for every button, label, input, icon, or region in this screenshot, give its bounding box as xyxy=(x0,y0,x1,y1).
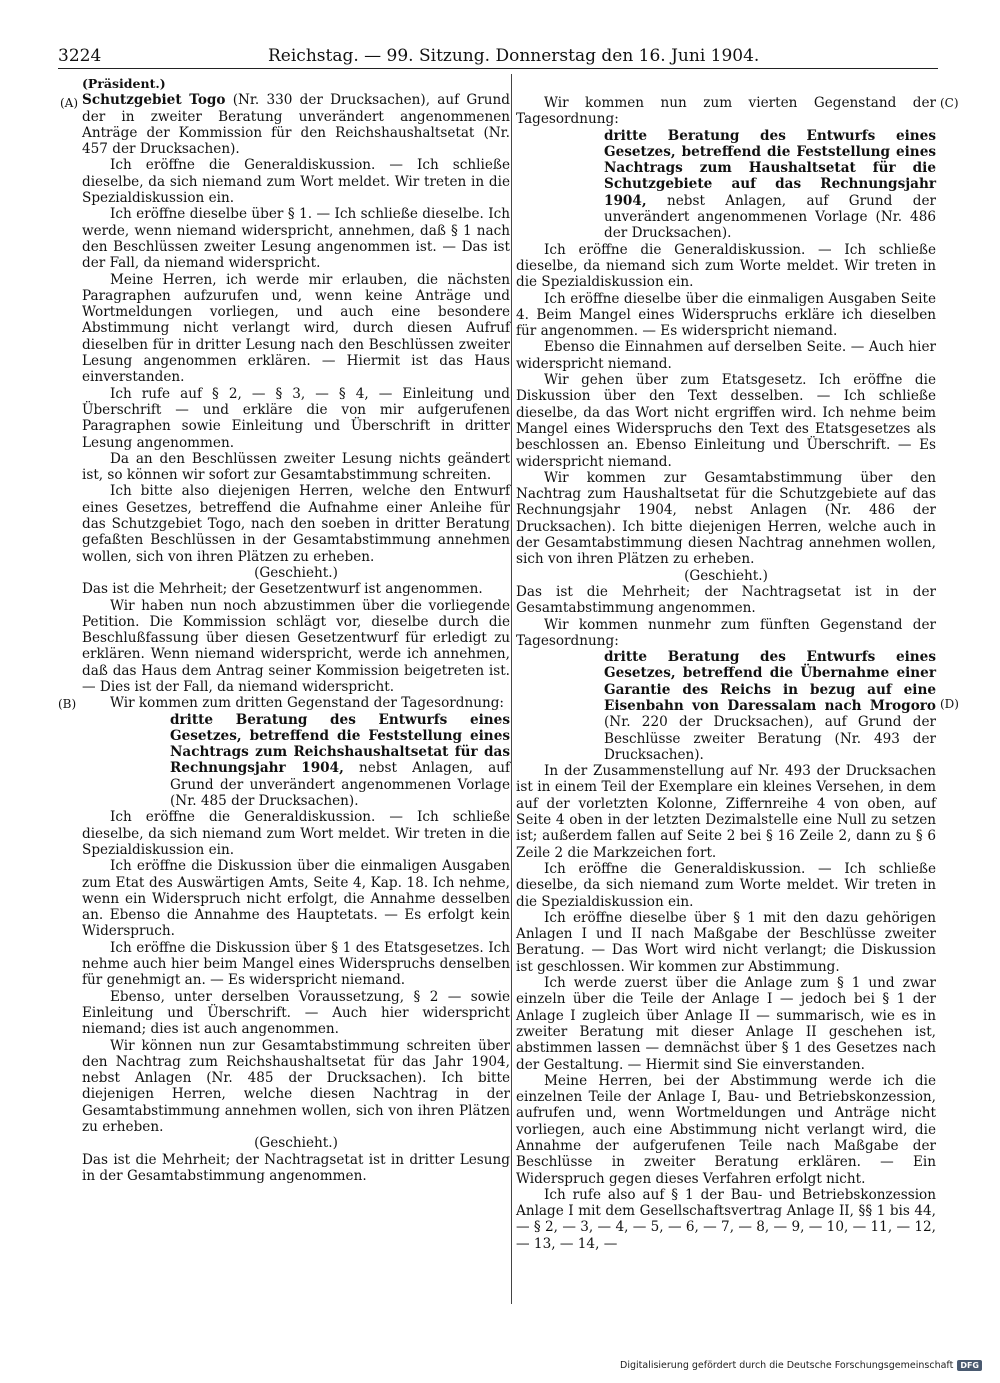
paragraph: Wir gehen über zum Etatsgesetz. Ich eröffne die Diskussion über den Text desselben. — Ich schließe dieselbe, da das Wort nicht ergriffen wird. Ich nehme beim Mangel eines Widerspruchs den Text des Etatsgesetzes als beschlossen an. Ebenso Einleitung und Überschrift. — Es widerspricht niemand. xyxy=(516,372,936,470)
paragraph: Meine Herren, ich werde mir erlauben, die nächsten Paragraphen aufzurufen und, wenn keine Anträge und Wortmeldungen vorliegen, und auch eine besondere Abstimmung nicht verlangt wird, durch diesen Aufruf dieselben für in dritter Lesung nach den Beschlüssen zweiter Lesung angenommen erklären. — Hiermit ist das Haus einverstanden. xyxy=(82,271,510,386)
paragraph: Wir haben nun noch abzustimmen über die vorliegende Petition. Die Kommission schlägt vor, dieselbe durch die Beschlußfassung über diesen Gesetzentwurf für erledigt zu erklären. Wenn niemand widerspricht, werde ich annehmen, daß das Haus dem Antrag seiner Kommission beigetreten ist. — Dies ist der Fall, da niemand widerspricht. xyxy=(82,597,510,695)
paragraph: Ich eröffne die Diskussion über § 1 des Etatsgesetzes. Ich nehme auch hier beim Mangel eines Widerspruchs denselben für genehmigt an. — Es widerspricht niemand. xyxy=(82,939,510,989)
paragraph: Ich bitte also diejenigen Herren, welche den Entwurf eines Gesetzes, betreffend die Aufnahme einer Anleihe für das Schutzgebiet Togo, nach den soeben in dritter Beratung gefaßten Beschlüssen in der Gesamtabstimmung annehmen wollen, sich von ihren Plätzen zu erheben. xyxy=(82,483,510,565)
paragraph: Wir können nun zur Gesamtabstimmung schreiten über den Nachtrag zum Reichshaushaltsetat für das Jahr 1904, nebst Anlagen (Nr. 485 der Drucksachen). Ich bitte diejenigen Herren, welche diesen Nachtrag in der Gesamtabstimmung annehmen wollen, sich von ihren Plätzen zu erheben. xyxy=(82,1037,510,1135)
column-divider xyxy=(511,74,512,1304)
paragraph-text: (Nr. 330 der Drucksachen), auf Grund der in zweiter Beratung unverändert angenommenen Anträge der Kommission für den Reichshaushaltsetat (Nr. 457 der Drucksachen). xyxy=(82,92,510,158)
paragraph: Ich rufe auf § 2, — § 3, — § 4, — Einleitung und Überschrift — und erkläre die von mir aufgerufenen Paragraphen sowie Einleitung und Überschrift in dritter Lesung angenommen. xyxy=(82,385,510,451)
paragraph-text: nebst Anlagen, auf Grund der unverändert angenommenen Vorlage (Nr. 486 der Drucksachen). xyxy=(604,192,936,242)
paragraph: In der Zusammenstellung auf Nr. 493 der Drucksachen ist in einem Teil der Exemplare ein kleines Versehen, in dem auf der vorletzten Kolonne, Ziffernreihe 4 von oben, auf Seite 4 oben in der letzten Dezimalstelle eine Null zu setzen ist; außerdem fallen auf Seite 2 bei § 16 Zeile 2, dann zu § 6 Zeile 2 die Markzeichen fort. xyxy=(516,763,936,861)
agenda-bold: dritte Beratung des Entwurfs eines Gesetzes, betreffend die Feststellung eines Nachtrags zum Haushaltsetat für die Schutzgebiete auf das Rechnungsjahr 1904, xyxy=(604,127,936,209)
right-column xyxy=(516,95,936,1252)
margin-label-c: (C) xyxy=(940,96,959,110)
paragraph: Ich eröffne die Generaldiskussion. — Ich schließe dieselbe, da sich niemand zum Wort meldet. Wir treten in die Spezialdiskussion ein. xyxy=(82,809,510,858)
paragraph: Das ist die Mehrheit; der Gesetzentwurf ist angenommen. xyxy=(82,581,483,598)
agenda-item xyxy=(604,128,936,242)
paragraph: Ich eröffne die Generaldiskussion. — Ich schließe dieselbe, da sich niemand zum Worte meldet. Wir treten in die Spezialdiskussion ein. xyxy=(516,860,936,910)
margin-label-d: (D) xyxy=(940,697,959,711)
paragraph: Wir kommen zur Gesamtabstimmung über den Nachtrag zum Haushaltsetat für die Schutzgebiete auf das Rechnungsjahr 1904, nebst Anlagen (Nr. 486 der Drucksachen). Ich bitte diejenigen Herren, welche auch in der Gesamtabstimmung diesen Nachtrag annehmen wollen, sich von ihren Plätzen zu erheben. xyxy=(516,469,936,568)
footer xyxy=(620,1360,982,1371)
paragraph: Ebenso die Einnahmen auf derselben Seite. — Auch hier widerspricht niemand. xyxy=(516,339,936,372)
agenda-item xyxy=(604,649,936,763)
paragraph: Ich eröffne die Generaldiskussion. — Ich schließe dieselbe, da sich niemand zum Wort meldet. Wir treten in die Spezialdiskussion ein. xyxy=(82,157,510,207)
speaker-label: (Präsident.) xyxy=(82,76,166,91)
running-title: Reichstag. — 99. Sitzung. Donnerstag den 16. Juni 1904. xyxy=(268,46,760,66)
paragraph: Ich werde zuerst über die Anlage zum § 1 und zwar einzeln über die Teile der Anlage I — jedoch bei § 1 der Anlage I zugleich über Anlage II — summarisch, wie es in zweiter Beratung mit dieser Anlage II geschehen ist, abstimmen lassen — demnächst über § 1 des Gesetzes nach der Gestaltung. — Hiermit sind Sie einverstanden. xyxy=(516,975,936,1073)
paragraph: Das ist die Mehrheit; der Nachtragsetat ist in der Gesamtabstimmung angenommen. xyxy=(516,583,936,617)
paragraph: Wir kommen nunmehr zum fünften Gegenstand der Tagesordnung: xyxy=(516,616,936,649)
page-header xyxy=(58,44,938,69)
paragraph xyxy=(82,92,510,157)
page-number: 3224 xyxy=(58,46,102,66)
paragraph: Ich eröffne die Generaldiskussion. — Ich schließe dieselbe, da niemand sich zum Worte meldet. Wir treten in die Spezialdiskussion ein. xyxy=(516,241,936,291)
footer-credit: Digitalisierung gefördert durch die Deutsche Forschungsgemeinschaft xyxy=(620,1360,954,1371)
stage-direction: (Geschieht.) xyxy=(254,564,338,581)
paragraph: Das ist die Mehrheit; der Nachtragsetat ist in dritter Lesung in der Gesamtabstimmung angenommen. xyxy=(82,1151,510,1184)
paragraph: Ich eröffne dieselbe über § 1 mit den dazu gehörigen Anlagen I und II nach Maßgabe der Beschlüsse zweiter Beratung. — Das Wort wird nicht verlangt; die Diskussion ist geschlossen. Wir kommen zur Abstimmung. xyxy=(516,909,936,975)
paragraph: Ich eröffne die Diskussion über die einmaligen Ausgaben zum Etat des Auswärtigen Amts, Seite 4, Kap. 18. Ich nehme, wenn ein Widerspruch nicht erfolgt, die Annahme desselben an. Ebenso die Annahme des Hauptetats. — Es erfolgt kein Widerspruch. xyxy=(82,858,510,940)
left-column xyxy=(82,76,510,1184)
paragraph: Da an den Beschlüssen zweiter Lesung nichts geändert ist, so können wir sofort zur Gesamtabstimmung schreiten. xyxy=(82,450,510,484)
stage-direction: (Geschieht.) xyxy=(254,1135,338,1152)
paragraph: Ich rufe also auf § 1 der Bau- und Betriebskonzession Anlage I mit dem Gesellschaftsvertrag Anlage II, §§ 1 bis 44, — § 2, — 3, — 4, — 5, — 6, — 7, — 8, — 9, — 10, — 11, — 12, — 13, — 14, — xyxy=(516,1186,937,1252)
paragraph: Wir kommen zum dritten Gegenstand der Tagesordnung: xyxy=(110,695,505,712)
paragraph-text: (Nr. 220 der Drucksachen), auf Grund der Beschlüsse zweiter Beratung (Nr. 493 der Drucksachen). xyxy=(604,714,936,763)
paragraph: Ebenso, unter derselben Voraussetzung, § 2 — sowie Einleitung und Überschrift. — Auch hier widerspricht niemand; dies ist auch angenommen. xyxy=(82,988,510,1038)
margin-label-b: (B) xyxy=(58,697,77,711)
agenda-bold: dritte Beratung des Entwurfs eines Gesetzes, betreffend die Übernahme einer Garantie des Reichs in bezug auf eine Eisenbahn von Daressalam nach Mrogoro xyxy=(604,649,936,714)
paragraph: Wir kommen nun zum vierten Gegenstand der Tagesordnung: xyxy=(516,95,936,128)
margin-label-a: (A) xyxy=(60,96,79,110)
agenda-item xyxy=(170,712,510,810)
paragraph-text: nebst Anlagen, auf Grund der unverändert angenommenen Vorlage (Nr. 485 der Drucksachen). xyxy=(170,760,510,810)
stage-direction: (Geschieht.) xyxy=(684,567,768,584)
agenda-bold: dritte Beratung des Entwurfs eines Gesetzes, betreffend die Feststellung eines Nachtrags zum Reichshaushaltsetat für das Rechnungsjahr 1904, xyxy=(170,711,510,777)
paragraph: Ich eröffne dieselbe über die einmaligen Ausgaben Seite 4. Beim Mangel eines Widerspruchs erkläre ich dieselben für angenommen. — Es widerspricht niemand. xyxy=(516,290,936,340)
paragraph: Ich eröffne dieselbe über § 1. — Ich schließe dieselbe. Ich werde, wenn niemand widerspricht, annehmen, daß § 1 nach den Beschlüssen zweiter Lesung angenommen ist. — Das ist der Fall, da niemand widerspricht. xyxy=(82,206,510,272)
paragraph: Meine Herren, bei der Abstimmung werde ich die einzelnen Teile der Anlage I, Bau- und Betriebskonzession, aufrufen und, wenn Wortmeldungen und Anträge nicht vorliegen, auch eine Abstimmung nicht verlangt wird, die Annahme der aufgerufenen Teile nach Maßgabe der Beschlüsse in zweiter Beratung erklären. — Ein Widerspruch gegen dieses Verfahren erfolgt nicht. xyxy=(516,1072,936,1187)
agenda-bold: Schutzgebiet Togo xyxy=(82,92,226,109)
dfg-logo: DFG xyxy=(957,1360,982,1371)
